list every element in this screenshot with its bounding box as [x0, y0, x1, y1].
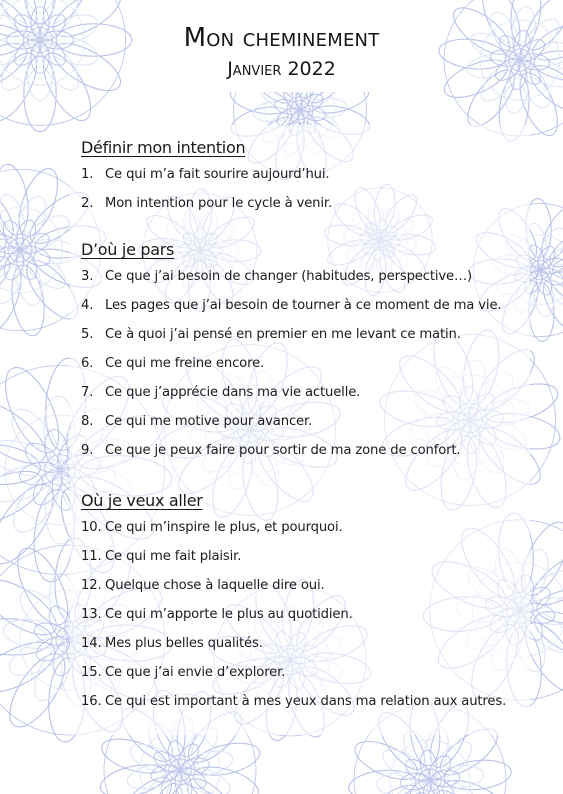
- item-number: 1.: [81, 167, 94, 182]
- page-subtitle: Janvier 2022: [227, 58, 336, 80]
- item-text: Ce que j’ai besoin de changer (habitudes, perspective…): [105, 269, 473, 284]
- item-text: Ce que je peux faire pour sortir de ma zone de confort.: [105, 443, 461, 458]
- item-text: Ce qui est important à mes yeux dans ma relation aux autres.: [105, 694, 507, 709]
- item-number: 3.: [81, 269, 94, 284]
- item-text: Ce qui m’apporte le plus au quotidien.: [105, 607, 353, 622]
- list-item: [81, 571, 541, 600]
- item-text: Ce que j’apprécie dans ma vie actuelle.: [105, 385, 361, 400]
- item-text: Ce qui m’inspire le plus, et pourquoi.: [105, 520, 343, 535]
- section-list-start: [81, 262, 541, 465]
- item-number: 10.: [81, 520, 102, 535]
- list-item: [81, 407, 541, 436]
- item-text: Ce que j’ai envie d’explorer.: [105, 665, 286, 680]
- list-item: [81, 291, 541, 320]
- list-item: [81, 513, 541, 542]
- list-item: [81, 542, 541, 571]
- item-number: 14.: [81, 636, 102, 651]
- prompt-list: [81, 136, 541, 716]
- item-text: Les pages que j’ai besoin de tourner à ce moment de ma vie.: [105, 298, 502, 313]
- section-list-intention: [81, 160, 541, 218]
- item-text: Mes plus belles qualités.: [105, 636, 263, 651]
- list-item: [81, 687, 541, 716]
- item-number: 11.: [81, 549, 102, 564]
- page-title: Mon cheminement: [183, 23, 380, 53]
- item-number: 15.: [81, 665, 102, 680]
- list-item: [81, 436, 541, 465]
- item-text: Ce à quoi j’ai pensé en premier en me levant ce matin.: [105, 327, 461, 342]
- item-text: Ce qui me freine encore.: [105, 356, 265, 371]
- list-item: [81, 262, 541, 291]
- list-item: [81, 658, 541, 687]
- section-heading-destination: Où je veux aller: [81, 491, 203, 510]
- list-item: [81, 320, 541, 349]
- item-text: Quelque chose à laquelle dire oui.: [105, 578, 325, 593]
- item-number: 7.: [81, 385, 94, 400]
- list-item: [81, 189, 541, 218]
- item-text: Ce qui me fait plaisir.: [105, 549, 242, 564]
- item-number: 16.: [81, 694, 102, 709]
- section-list-destination: [81, 513, 541, 716]
- item-number: 6.: [81, 356, 94, 371]
- section-heading-start: D’où je pars: [81, 240, 175, 259]
- item-text: Ce qui me motive pour avancer.: [105, 414, 313, 429]
- list-item: [81, 600, 541, 629]
- list-item: [81, 378, 541, 407]
- item-number: 2.: [81, 196, 94, 211]
- list-item: [81, 349, 541, 378]
- title-box: [157, 16, 406, 92]
- item-number: 5.: [81, 327, 94, 342]
- item-number: 8.: [81, 414, 94, 429]
- list-item: [81, 629, 541, 658]
- section-heading-intention: Définir mon intention: [81, 138, 246, 157]
- item-number: 12.: [81, 578, 102, 593]
- item-number: 4.: [81, 298, 94, 313]
- item-number: 13.: [81, 607, 102, 622]
- item-text: Mon intention pour le cycle à venir.: [105, 196, 332, 211]
- item-number: 9.: [81, 443, 94, 458]
- item-text: Ce qui m’a fait sourire aujourd’hui.: [105, 167, 330, 182]
- list-item: [81, 160, 541, 189]
